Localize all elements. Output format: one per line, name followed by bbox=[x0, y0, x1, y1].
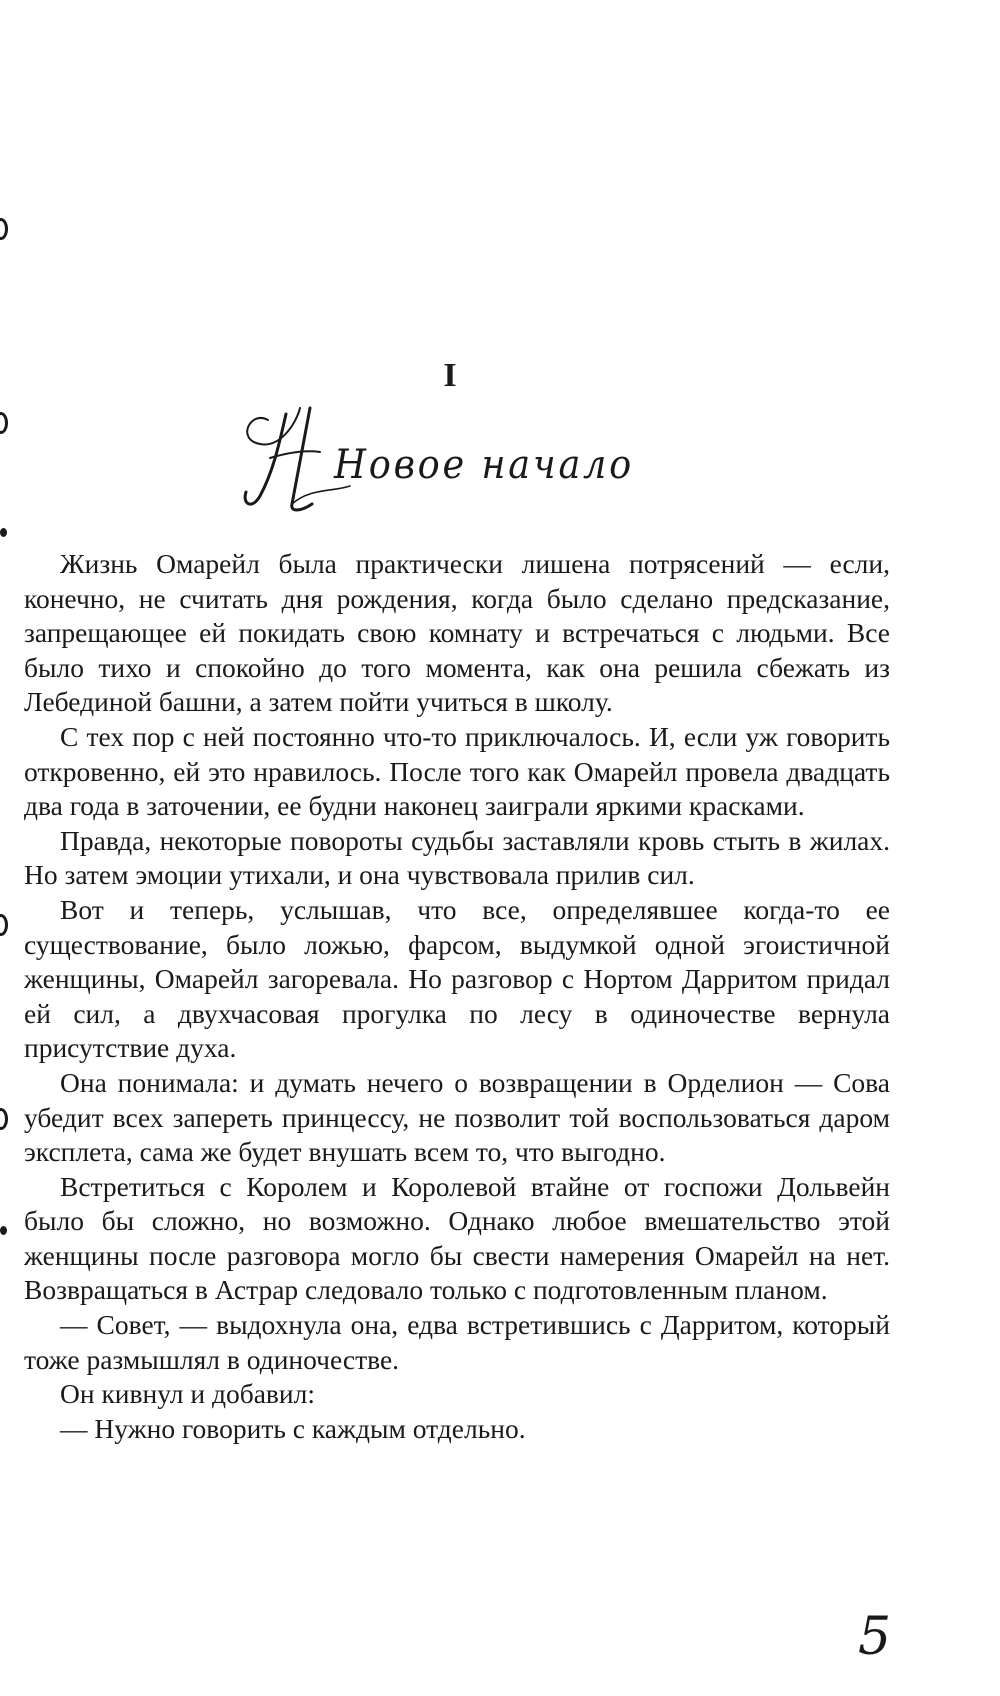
edge-dot bbox=[0, 1226, 7, 1235]
edge-mark bbox=[0, 914, 8, 936]
edge-mark bbox=[0, 412, 8, 434]
paragraph: Жизнь Омарейл была практически лишена потрясений — если, конечно, не считать дня рождения, когда было сделано предсказание, запрещающее ей покидать свою комнату и встречаться с людьми. Все было тихо и спокойно до того момента, как она решила сбежать из Лебединой башни, а затем пойти учиться в школу. bbox=[24, 548, 890, 718]
chapter-number: I bbox=[443, 357, 457, 394]
page-number bbox=[852, 1606, 902, 1666]
paragraph: Правда, некоторые повороты судьбы заставляли кровь стыть в жилах. Но затем эмоции утихали, и она чувствовала прилив сил. bbox=[24, 824, 890, 891]
chapter-body bbox=[24, 547, 890, 1446]
paragraph: — Нужно говорить с каждым отдельно. bbox=[60, 1412, 526, 1444]
edge-mark bbox=[0, 218, 8, 240]
edge-dot bbox=[0, 528, 7, 537]
paragraph: Он кивнул и добавил: bbox=[60, 1378, 315, 1410]
page-number-text: 5 bbox=[858, 1607, 892, 1666]
page-number-glyph bbox=[852, 1606, 902, 1666]
paragraph: — Совет, — выдохнула она, едва встретившись с Дарритом, который тоже размышлял в одиночестве. bbox=[24, 1309, 890, 1375]
edge-mark bbox=[0, 1108, 8, 1130]
paragraph: Вот и теперь, услышав, что все, определявшее когда-то ее существование, было ложью, фарсом, выдумкой одной эгоистичной женщины, Омарейл загоревала. Но разговор с Нортом Дарритом придал ей сил, а двухчасовая прогулка по лесу в одиночестве вернула присутствие духа. bbox=[24, 893, 890, 1064]
chapter-title-calligraphy bbox=[240, 400, 660, 520]
chapter-title bbox=[240, 400, 660, 520]
paragraph: Она понимала: и думать нечего о возвращении в Орделион — Сова убедит всех запереть принцессу, не позволит той воспользоваться даром эксплета, сама же будет внушать всем то, что выгодно. bbox=[24, 1066, 890, 1168]
paragraph: Встретиться с Королем и Королевой втайне от госпожи Дольвейн было бы сложно, но возможно. Однако любое вмешательство этой женщины после разговора могло бы свести намерения Омарейл на нет. Возвращаться в Астрар следовало только с подготовленным планом. bbox=[24, 1170, 890, 1306]
chapter-title-text: Новое начало bbox=[333, 442, 634, 488]
paragraph: С тех пор с ней постоянно что-то приключалось. И, если уж говорить откровенно, ей это нравилось. После того как Омарейл провела двадцать два года в заточении, ее будни наконец заиграли яркими красками. bbox=[24, 720, 890, 822]
